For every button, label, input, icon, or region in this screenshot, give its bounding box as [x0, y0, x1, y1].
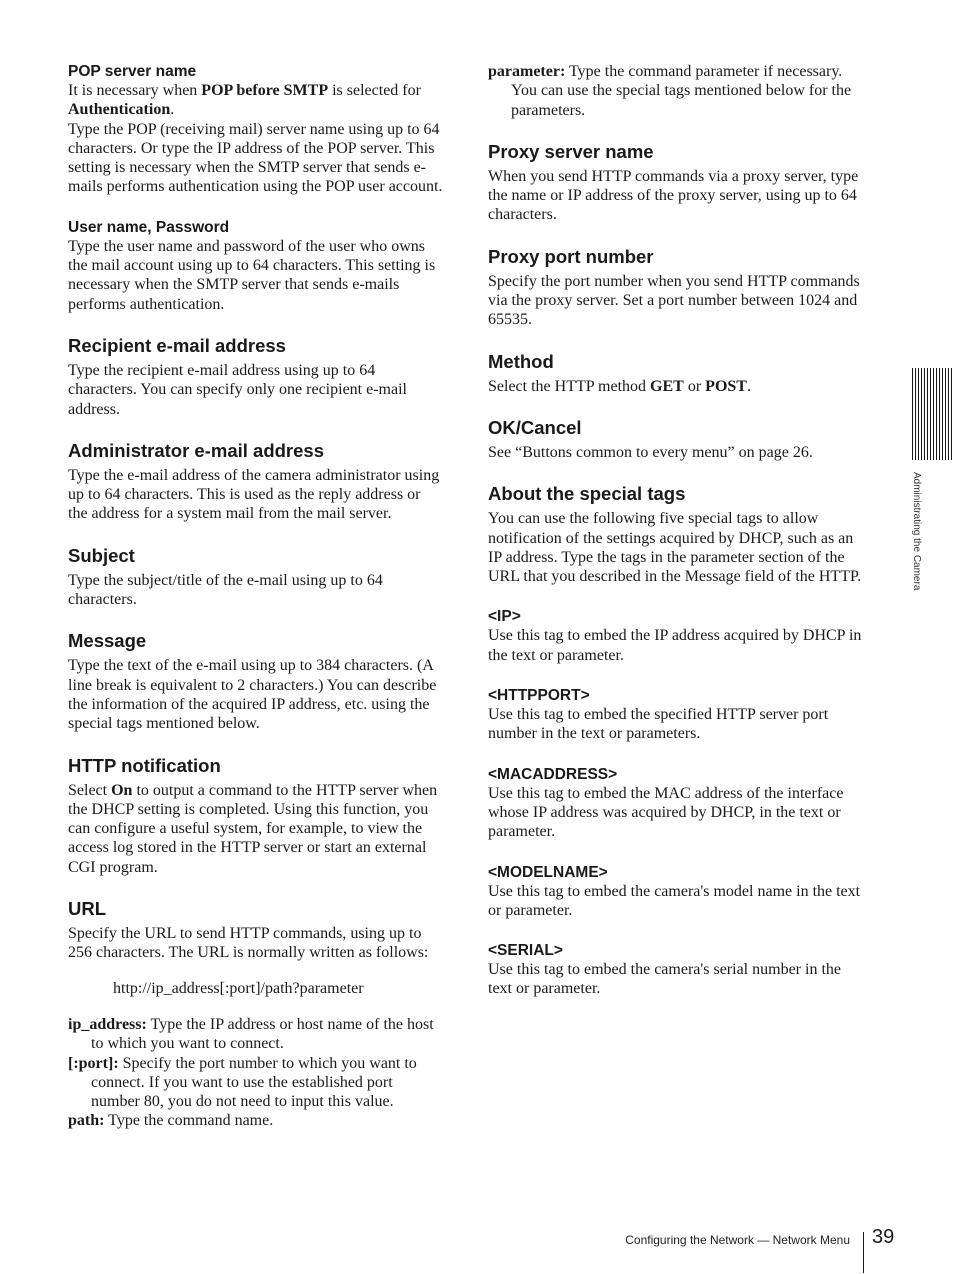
- url-path-item: path: Type the command name.: [68, 1112, 274, 1130]
- tag-serial-description: Use this tag to embed the camera's serial number in the text or parameter.: [488, 961, 841, 998]
- footer-divider: [863, 1232, 864, 1273]
- pop-server-name-heading: POP server name: [68, 63, 197, 80]
- tag-modelname-heading: <MODELNAME>: [488, 863, 608, 881]
- message-heading: Message: [68, 630, 147, 652]
- url-parameter-item: parameter: Type the command parameter if necessary. You can use the special tags mentioned below for the parameters.: [488, 63, 852, 119]
- proxy-port-number-heading: Proxy port number: [488, 245, 654, 267]
- pop-server-description: Type the POP (receiving mail) server name using up to 64 characters. Or type the IP address of the POP server. This setting is necessary when the SMTP server that sends e-mails performs authentication using the POP user account.: [68, 120, 443, 196]
- user-name-password-heading: User name, Password: [68, 218, 230, 236]
- proxy-port-number-description: Specify the port number when you send HTTP commands via the proxy server. Set a port number between 1024 and 65535.: [488, 272, 860, 329]
- footer-section-title: Configuring the Network — Network Menu: [625, 1233, 850, 1247]
- url-ip-address-item: ip_address: Type the IP address or host name of the host to which you want to connect.: [68, 1015, 434, 1053]
- ok-cancel-heading: OK/Cancel: [488, 416, 582, 438]
- pop-server-requirement-text: It is necessary when POP before SMTP is selected for Authentication.: [68, 82, 421, 119]
- user-name-password-description: Type the user name and password of the user who owns the mail account using up to 64 characters. This setting is necessary when the SMTP server that sends e-mails performs authentication.: [68, 237, 436, 313]
- method-heading: Method: [488, 350, 554, 372]
- tag-ip-description: Use this tag to embed the IP address acquired by DHCP in the text or parameter.: [488, 627, 862, 664]
- special-tags-description: You can use the following five special tags to allow notification of the settings acquired by DHCP, such as an IP address. Type the tags in the parameter section of the URL that you described in the Message field of the HTTP.: [488, 510, 862, 586]
- url-heading: URL: [68, 898, 107, 920]
- tag-modelname-description: Use this tag to embed the camera's model name in the text or parameter.: [488, 882, 861, 919]
- method-description: Select the HTTP method GET or POST.: [488, 377, 751, 395]
- page-number: 39: [872, 1226, 895, 1248]
- administrator-email-heading: Administrator e-mail address: [68, 439, 324, 461]
- tag-httpport-description: Use this tag to embed the specified HTTP server port number in the text or parameters.: [488, 706, 829, 743]
- left-column: [68, 62, 444, 1131]
- tag-ip-heading: <IP>: [488, 608, 521, 626]
- proxy-server-name-heading: Proxy server name: [488, 140, 654, 162]
- subject-heading: Subject: [68, 544, 135, 566]
- tag-macaddress-heading: <MACADDRESS>: [488, 765, 618, 783]
- tag-macaddress-description: Use this tag to embed the MAC address of the interface whose IP address was acquired by DHCP, in the text or parameter.: [488, 784, 844, 841]
- message-description: Type the text of the e-mail using up to 384 characters. (A line break is equivalent to 2 characters.) You can describe the information of the acquired IP address, etc. using the special tags mentioned below.: [68, 657, 437, 733]
- section-tab-marker: [912, 368, 954, 460]
- side-tab-label: Administrating the Camera: [911, 472, 922, 591]
- administrator-email-description: Type the e-mail address of the camera administrator using up to 64 characters. This is used as the reply address or the address for a system mail from the mail server.: [68, 466, 440, 523]
- proxy-server-name-description: When you send HTTP commands via a proxy server, type the name or IP address of the proxy server, using up to 64 characters.: [488, 167, 859, 224]
- http-notification-description: Select On to output a command to the HTTP server when the DHCP setting is completed. Using this function, you can configure a useful system, for example, to view the access log stored in the HTTP server or start an external CGI program.: [68, 781, 438, 876]
- http-notification-heading: HTTP notification: [68, 754, 221, 776]
- right-column: [488, 62, 864, 999]
- url-format-example: http://ip_address[:port]/path?parameter: [113, 979, 364, 997]
- tag-httpport-heading: <HTTPPORT>: [488, 687, 590, 705]
- url-port-item: [:port]: Specify the port number to which you want to connect. If you want to use the established port number 80, you do not need to input this value.: [68, 1054, 417, 1111]
- url-description: Specify the URL to send HTTP commands, using up to 256 characters. The URL is normally written as follows:: [68, 925, 429, 962]
- recipient-email-description: Type the recipient e-mail address using up to 64 characters. You can specify only one recipient e-mail address.: [68, 361, 407, 418]
- ok-cancel-description: See “Buttons common to every menu” on page 26.: [488, 443, 813, 461]
- subject-description: Type the subject/title of the e-mail using up to 64 characters.: [68, 571, 383, 609]
- special-tags-heading: About the special tags: [488, 483, 686, 505]
- tag-serial-heading: <SERIAL>: [488, 942, 563, 960]
- recipient-email-heading: Recipient e-mail address: [68, 334, 286, 356]
